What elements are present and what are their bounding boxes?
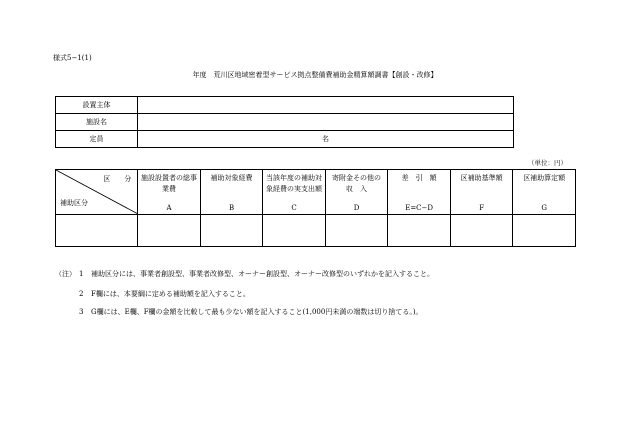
column-name-f: 区補助基準額 — [460, 174, 503, 182]
notes-prefix: （注） — [55, 270, 76, 278]
document-title: 年度 荒川区地域密着型サービス拠点整備費補助金精算額調書【創設・改修】 — [192, 71, 438, 79]
settlement-data-row — [56, 215, 576, 247]
column-letter-a: A — [166, 204, 172, 212]
info-row-operator — [56, 97, 514, 114]
info-table — [55, 96, 514, 148]
column-letter-b: B — [228, 204, 235, 212]
column-header-d — [325, 170, 388, 215]
column-letter-d: D — [353, 204, 360, 212]
note-text-3: G欄には、E欄、F欄の金額を比較して最も少ない額を記入すること(1,000円未満の端数は切り捨てる。)。 — [91, 308, 423, 316]
column-name-b: 補助対象経費 — [210, 174, 253, 182]
column-letter-e: E=C−D — [405, 204, 434, 212]
column-name-g: 区補助算定額 — [523, 174, 566, 182]
column-header-f — [450, 170, 513, 215]
corner-bottom-label: 補助区分 — [60, 199, 88, 207]
cell-e[interactable] — [388, 215, 451, 247]
info-value-facility[interactable] — [138, 114, 514, 131]
column-header-a — [138, 170, 201, 215]
cell-g[interactable] — [513, 215, 576, 247]
column-letter-f: F — [479, 204, 485, 212]
column-header-e — [388, 170, 451, 215]
info-row-capacity — [56, 131, 514, 148]
column-header-g — [513, 170, 576, 215]
column-header-b — [200, 170, 263, 215]
note-number-2: 2 — [79, 290, 84, 298]
info-value-operator[interactable] — [138, 97, 514, 114]
info-label-capacity: 定員 — [56, 131, 138, 148]
cell-subsidy-category[interactable] — [56, 215, 138, 247]
column-name-d: 寄附金その他の 収 入 — [332, 174, 389, 193]
column-name-e: 差 引 額 — [401, 174, 437, 182]
unit-note: （単位：円） — [528, 159, 567, 167]
corner-top-label: 区 分 — [103, 175, 132, 183]
note-text-2: F欄には、本要綱に定める補助額を記入すること。 — [91, 290, 250, 298]
note-number-1: 1 — [79, 270, 84, 278]
form-number: 様式5−1(1) — [53, 54, 92, 62]
column-header-c — [263, 170, 326, 215]
cell-c[interactable] — [263, 215, 326, 247]
cell-d[interactable] — [325, 215, 388, 247]
info-label-facility: 施設名 — [56, 114, 138, 131]
info-label-operator: 設置主体 — [56, 97, 138, 114]
column-letter-g: G — [541, 204, 547, 212]
corner-header-cell — [56, 170, 138, 215]
column-letter-c: C — [291, 204, 297, 212]
note-text-1: 補助区分には、事業者創設型、事業者改修型、オーナー創設型、オーナー改修型のいずれかを記入すること。 — [91, 270, 434, 278]
column-name-a: 施設設置者の総事業費 — [141, 174, 198, 193]
cell-f[interactable] — [450, 215, 513, 247]
settlement-table — [55, 169, 576, 247]
note-number-3: 3 — [79, 308, 84, 316]
settlement-header-row — [56, 170, 576, 215]
info-value-capacity[interactable]: 名 — [138, 131, 514, 148]
column-name-c: 当該年度の補助対象経費の実支出額 — [266, 174, 323, 193]
cell-a[interactable] — [138, 215, 201, 247]
info-row-facility — [56, 114, 514, 131]
cell-b[interactable] — [200, 215, 263, 247]
